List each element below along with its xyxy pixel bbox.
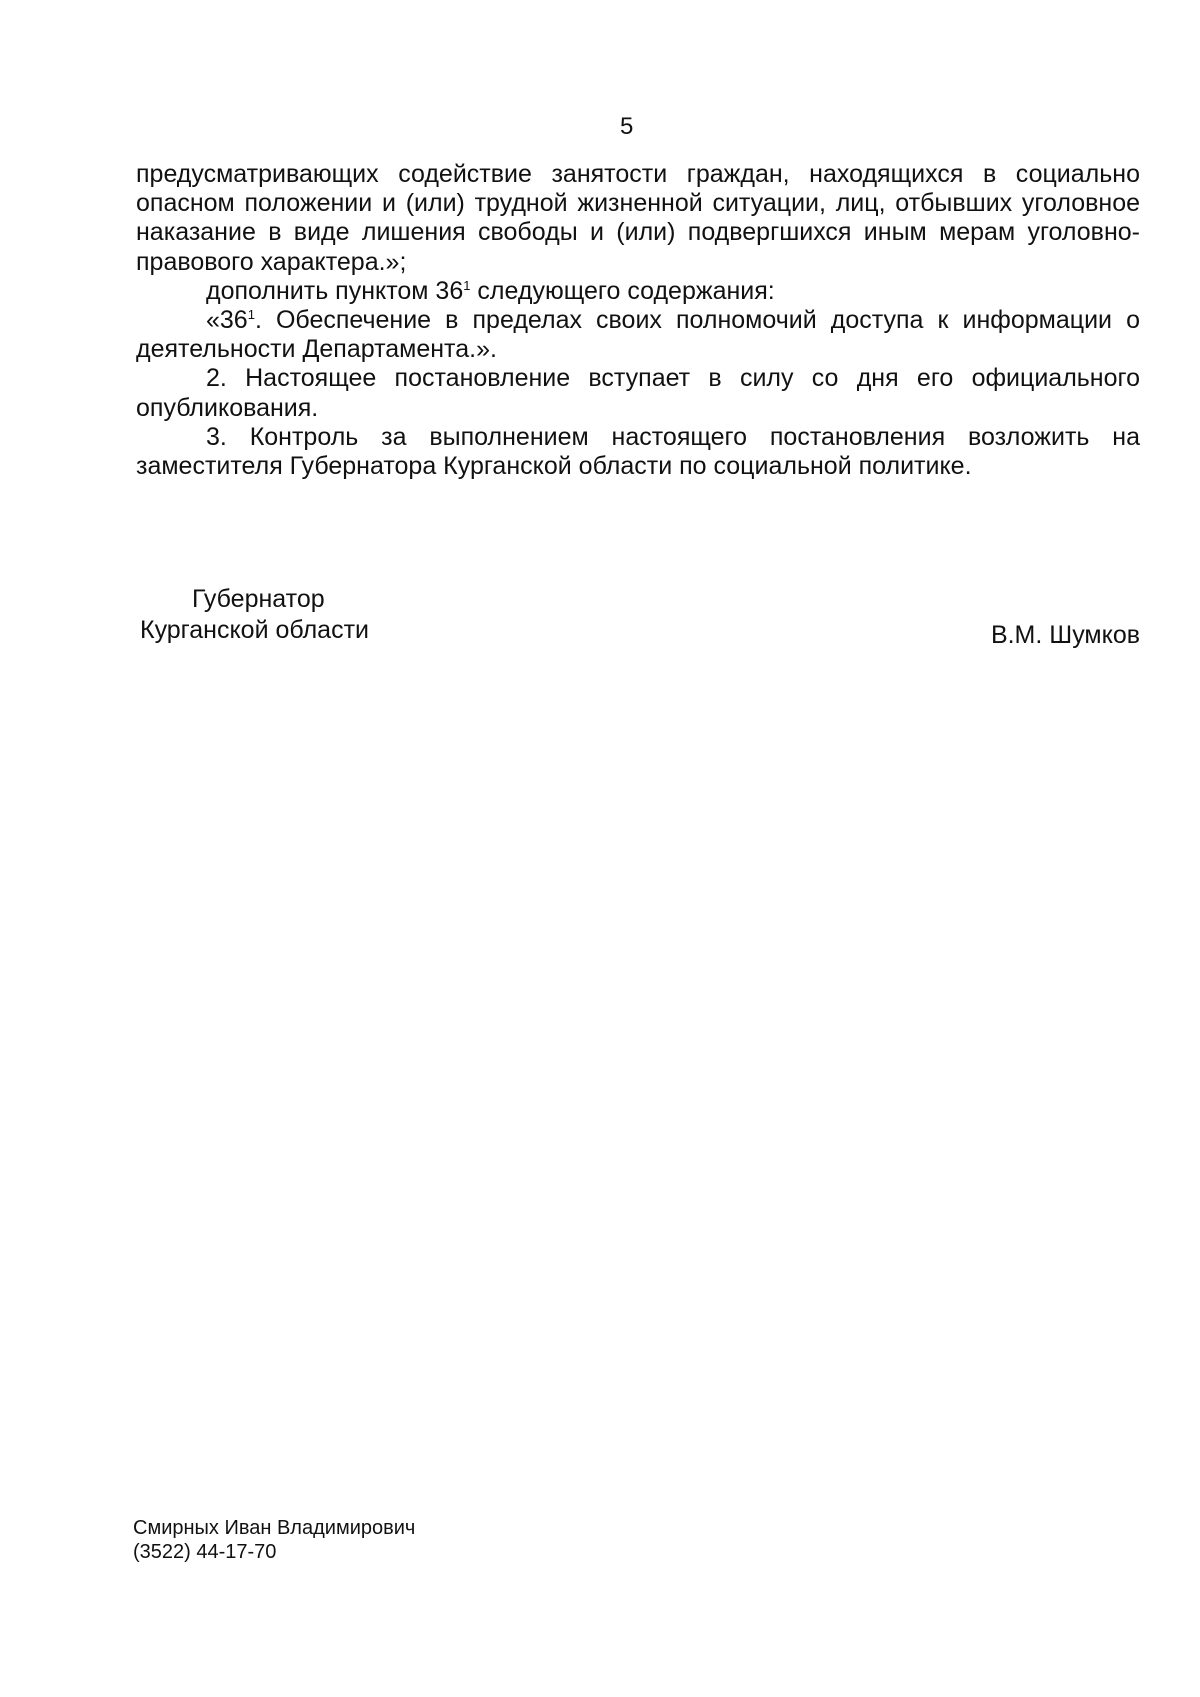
- signer-title-line2: Курганской области: [140, 616, 370, 644]
- signer-title-line1: Губернатор: [192, 585, 325, 613]
- signer-name: В.М. Шумков: [990, 621, 1140, 649]
- paragraph-entry-into-force: 2. Настоящее постановление вступает в силу со дня его официального опубликования.: [136, 364, 1140, 422]
- paragraph-add-point-text: дополнить пунктом 36: [206, 276, 464, 305]
- superscript: 1: [247, 307, 255, 323]
- paragraph-add-point-tail: следующего содержания:: [470, 276, 775, 305]
- paragraph-point-36-1-text: . Обеспечение в пределах своих полномочий доступа к информации о деятельности Департамента.».: [136, 306, 1140, 364]
- superscript: 1: [463, 277, 471, 293]
- signature-block: [140, 584, 1140, 664]
- paragraph-continuation: предусматривающих содействие занятости граждан, находящихся в социально опасном положении и (или) трудной жизненной ситуации, лиц, отбывших уголовное наказание в виде лишения свободы и (или) подвергшихся иным мерам уголовно-правового характера.»;: [136, 160, 1140, 276]
- paragraph-control: 3. Контроль за выполнением настоящего постановления возложить на заместителя Губернатора Курганской области по социальной политике.: [136, 422, 1140, 481]
- executor-block: [133, 1516, 415, 1564]
- paragraph-point-36-1-number: «36: [206, 306, 248, 335]
- document-body: [136, 160, 1140, 481]
- executor-name: Смирных Иван Владимирович: [133, 1517, 416, 1539]
- executor-phone: (3522) 44-17-70: [133, 1541, 277, 1563]
- paragraph-point-36-1: [136, 306, 1140, 364]
- paragraph-add-point: [136, 277, 1140, 306]
- page-number: 5: [620, 113, 634, 140]
